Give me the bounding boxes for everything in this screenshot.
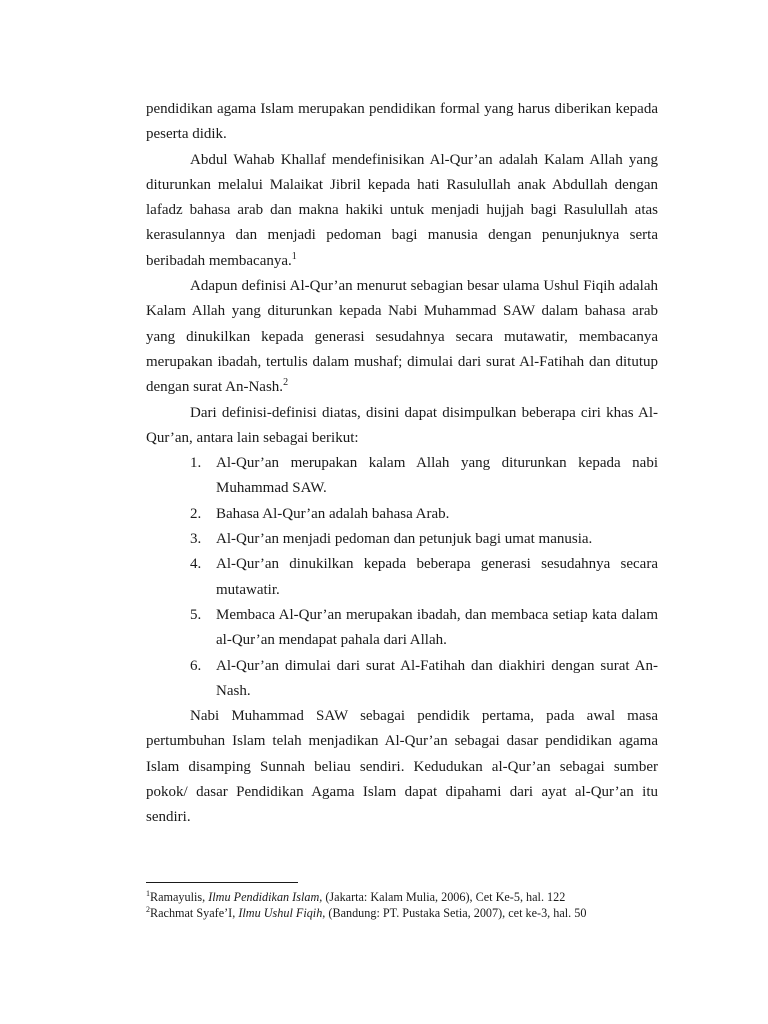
list-item (146, 654, 658, 705)
paragraph-definition-khallaf: Abdul Wahab Khallaf mendefinisikan Al-Qur’an adalah Kalam Allah yang diturunkan melalui Malaikat Jibril kepada hati Rasulullah anak Abdullah dengan lafadz bahasa arab dan makna hakiki untuk menjadi hujjah bagi Rasulullah atas kerasulannya dan menjadi pedoman bagi manusia dengan penunjuknya serta beribadah membacanya.$^1$ (146, 151, 658, 269)
paragraph-continuation: pendidikan agama Islam merupakan pendidikan formal yang harus diberikan kepada peserta didik. (146, 101, 658, 143)
footnote-details: , (Bandung: PT. Pustaka Setia, 2007), cet ke-3, hal. 50 (322, 906, 587, 920)
list-item-text: Bahasa Al-Qur’an adalah bahasa Arab. (216, 505, 450, 522)
paragraph-definition-ulama: Adapun definisi Al-Qur’an menurut sebagian besar ulama Ushul Fiqih adalah Kalam Allah yang diturunkan kepada Nabi Muhammad SAW dalam bahasa arab yang dinukilkan kepada generasi sesudahnya secara mutawatir, membacanya merupakan ibadah, tertulis dalam mushaf; dimulai dari surat Al-Fatihah dan ditutup dengan surat An-Nash.$^2$ (146, 278, 658, 396)
characteristics-list (146, 451, 658, 704)
list-item (146, 552, 658, 603)
footnote-author: Ramayulis, (150, 890, 209, 904)
list-item-number: 4. (190, 556, 202, 573)
list-item-number: 2. (190, 505, 202, 522)
list-item-number: 5. (190, 606, 202, 623)
footnote-details: , (Jakarta: Kalam Mulia, 2006), Cet Ke-5, hal. 122 (319, 890, 566, 904)
footnotes (146, 889, 658, 921)
list-item (146, 451, 658, 502)
list-item-text: Al-Qur’an dimulai dari surat Al-Fatihah dan diakhiri dengan surat An-Nash. (216, 657, 658, 699)
list-item (146, 603, 658, 654)
paragraph-prophet-educator: Nabi Muhammad SAW sebagai pendidik pertama, pada awal masa pertumbuhan Islam telah menjadikan Al-Qur’an sebagai dasar pendidikan agama Islam disamping Sunnah beliau sendiri. Kedudukan al-Qur’an sebagai sumber pokok/ dasar Pendidikan Agama Islam dapat dipahami dari ayat al-Qur’an itu sendiri. (146, 708, 658, 826)
list-item (146, 527, 658, 552)
list-item (146, 502, 658, 527)
body-text (146, 97, 658, 831)
list-item-text: Membaca Al-Qur’an merupakan ibadah, dan membaca setiap kata dalam al-Qur’an mendapat pahala dari Allah. (216, 606, 658, 649)
footnote-ref-1: 1 (291, 250, 297, 262)
list-item-text: Al-Qur’an dinukilkan kepada beberapa generasi sesudahnya secara mutawatir. (216, 556, 658, 598)
list-item-number: 6. (190, 657, 202, 674)
footnote-2 (146, 905, 658, 921)
list-item-text: Al-Qur’an menjadi pedoman dan petunjuk bagi umat manusia. (216, 531, 593, 548)
footnote-1 (146, 889, 658, 905)
footnote-title: Ilmu Ushul Fiqih (238, 906, 323, 920)
footnote-ref-2: 2 (283, 377, 289, 389)
list-item-text: Al-Qur’an merupakan kalam Allah yang diturunkan kepada nabi Muhammad SAW. (216, 455, 658, 497)
paragraph-list-intro: Dari definisi-definisi diatas, disini dapat disimpulkan beberapa ciri khas Al-Qur’an, antara lain sebagai berikut: (146, 404, 658, 446)
footnote-separator (146, 882, 298, 883)
footnote-number: 1 (146, 888, 150, 898)
footnote-title: Ilmu Pendidikan Islam (208, 890, 320, 904)
footnote-number: 2 (146, 904, 150, 914)
list-item-number: 3. (190, 531, 202, 548)
footnote-author: Rachmat Syafe’I, (150, 906, 239, 920)
list-item-number: 1. (190, 455, 202, 472)
